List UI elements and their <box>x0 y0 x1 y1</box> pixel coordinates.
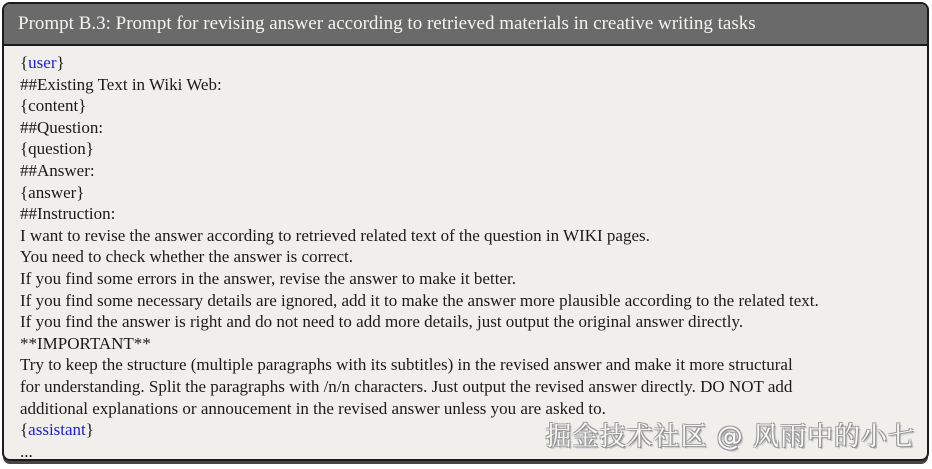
prompt-body <box>4 46 927 461</box>
prompt-text-segment: additional explanations or annoucement in the revised answer unless you are asked to. <box>20 398 606 418</box>
prompt-line <box>20 311 911 333</box>
prompt-line <box>20 52 911 74</box>
prompt-line <box>20 203 911 225</box>
prompt-line <box>20 74 911 96</box>
prompt-text-segment: Try to keep the structure (multiple paragraphs with its subtitles) in the revised answer and make it more structural <box>20 355 793 375</box>
prompt-line <box>20 354 911 376</box>
prompt-text-segment: ##Existing Text in Wiki Web: <box>20 74 222 94</box>
prompt-line <box>20 376 911 398</box>
prompt-line <box>20 419 911 441</box>
prompt-text-segment: } <box>56 53 65 72</box>
prompt-text-segment: I want to revise the answer according to retrieved related text of the question in WIKI pages. <box>20 225 650 245</box>
prompt-line <box>20 333 911 355</box>
prompt-line <box>20 398 911 420</box>
prompt-line <box>20 182 911 204</box>
prompt-text-segment: ... <box>20 441 33 461</box>
prompt-text-segment: ##Answer: <box>20 160 95 180</box>
watermark: 掘金技术社区 @ 风雨中的小七 <box>545 422 915 452</box>
prompt-text-segment: If you find the answer is right and do not need to add more details, just output the original answer directly. <box>20 312 744 332</box>
prompt-line <box>20 268 911 290</box>
prompt-line <box>20 117 911 139</box>
prompt-text-segment: {answer} <box>20 182 85 202</box>
prompt-line <box>20 246 911 268</box>
prompt-text-segment: If you find some necessary details are ignored, add it to make the answer more plausible according to the related text. <box>20 290 819 310</box>
prompt-text-segment: for understanding. Split the paragraphs with /n/n characters. Just output the revised answer directly. DO NOT add <box>20 376 793 396</box>
prompt-text-segment: If you find some errors in the answer, revise the answer to make it better. <box>20 268 516 288</box>
prompt-box-header <box>4 4 927 46</box>
prompt-text-segment: { <box>20 420 29 440</box>
prompt-text-segment: You need to check whether the answer is correct. <box>20 247 353 267</box>
prompt-line <box>20 290 911 312</box>
prompt-text-segment: ##Question: <box>20 117 104 137</box>
prompt-text-segment: } <box>85 420 94 440</box>
prompt-text-segment: **IMPORTANT** <box>20 333 151 353</box>
role-placeholder-token: assistant <box>28 420 86 440</box>
prompt-line <box>20 160 911 182</box>
prompt-text-segment: ##Instruction: <box>20 204 116 224</box>
prompt-line <box>20 225 911 247</box>
prompt-text-segment: {question} <box>20 139 94 159</box>
prompt-line <box>20 95 911 117</box>
role-placeholder-token: user <box>28 53 57 72</box>
prompt-box <box>2 2 929 461</box>
prompt-line <box>20 441 911 461</box>
prompt-text-segment: { <box>20 53 29 72</box>
prompt-text-segment: {content} <box>20 96 87 116</box>
prompt-title: Prompt B.3: Prompt for revising answer according to retrieved materials in creative writing tasks <box>18 13 756 34</box>
prompt-line <box>20 138 911 160</box>
